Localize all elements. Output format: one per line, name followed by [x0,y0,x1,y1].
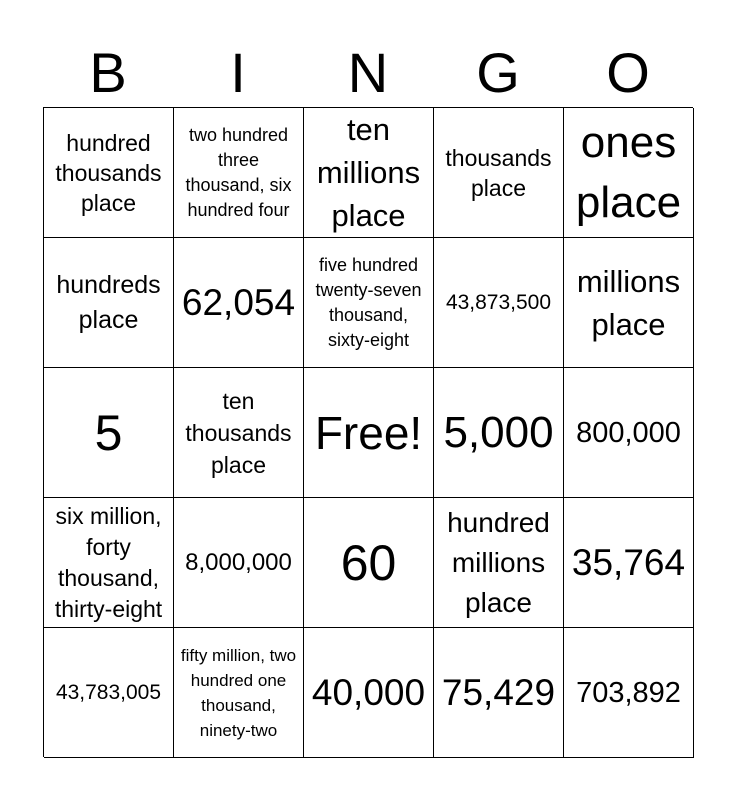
cell-text: two hundred three thousand, six hundred four [185,124,292,220]
header-letter-b: B [89,41,127,104]
header-letter-n: N [347,41,389,104]
bingo-cell[interactable] [304,498,434,628]
bingo-cell[interactable] [174,238,304,368]
free-space-cell[interactable] [304,368,434,498]
cell-text: six million, forty thousand, thirty-eight [54,502,163,622]
cell-text: 75,429 [441,671,556,713]
cell-text: 800,000 [576,416,681,449]
bingo-card-grid [43,107,693,757]
bingo-cell[interactable] [564,498,694,628]
bingo-cell[interactable] [174,368,304,498]
cell-text: ones place [575,117,682,227]
bingo-cell[interactable] [44,108,174,238]
bingo-cell[interactable] [174,108,304,238]
bingo-header [43,40,693,106]
bingo-cell[interactable] [564,238,694,368]
cell-text: 40,000 [311,671,426,713]
cell-text: 43,783,005 [55,681,162,704]
bingo-cell[interactable] [564,628,694,758]
bingo-cell[interactable] [434,628,564,758]
bingo-cell[interactable] [434,498,564,628]
cell-text: hundreds place [56,270,161,334]
cell-text: fifty million, two hundred one thousand, ninety-two [180,645,297,740]
cell-text: hundred thousands place [55,129,162,216]
bingo-cell[interactable] [174,498,304,628]
cell-text: 35,764 [571,541,686,583]
free-space-text: Free! [314,406,423,459]
cell-text: 62,054 [181,281,296,323]
bingo-cell[interactable] [44,368,174,498]
bingo-cell[interactable] [44,498,174,628]
bingo-cell[interactable] [434,368,564,498]
cell-text: ten thousands place [185,387,292,478]
header-letter-g: G [476,41,520,104]
cell-text: hundred millions place [447,506,550,618]
bingo-cell[interactable] [564,368,694,498]
cell-text: 5,000 [443,407,554,457]
header-letter-i: I [230,41,246,104]
cell-text: 5 [94,404,123,461]
cell-text: ten millions place [316,112,421,233]
bingo-cell[interactable] [564,108,694,238]
cell-text: 703,892 [576,676,681,709]
cell-text: thousands place [445,144,552,201]
cell-text: 43,873,500 [445,291,552,314]
bingo-cell[interactable] [434,238,564,368]
cell-text: millions place [576,263,681,342]
header-letter-o: O [606,41,650,104]
bingo-cell[interactable] [304,628,434,758]
bingo-cell[interactable] [434,108,564,238]
bingo-cell[interactable] [304,238,434,368]
bingo-cell[interactable] [304,108,434,238]
bingo-cell[interactable] [174,628,304,758]
cell-text: five hundred twenty-seven thousand, sixty-eight [315,254,422,350]
cell-text: 8,000,000 [185,548,292,576]
bingo-cell[interactable] [44,238,174,368]
bingo-cell[interactable] [44,628,174,758]
cell-text: 60 [340,534,397,591]
